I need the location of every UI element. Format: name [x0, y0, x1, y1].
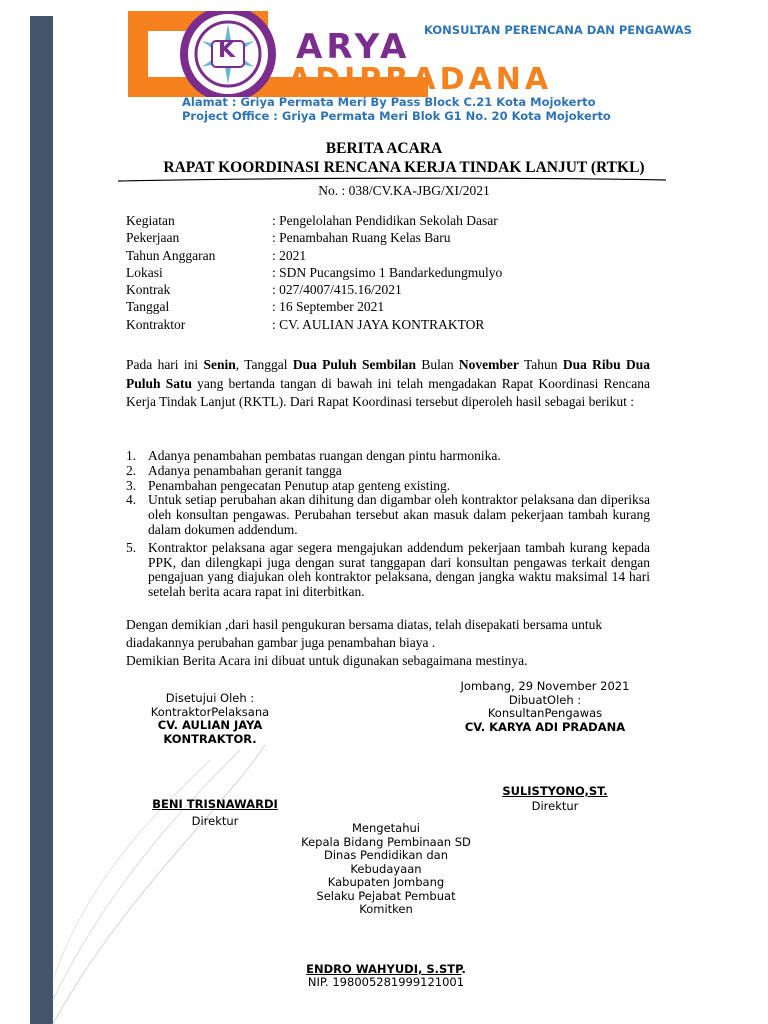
intro-day: Senin — [203, 357, 236, 372]
list-number: 1. — [126, 448, 137, 463]
detail-label: Tahun Anggaran — [126, 247, 216, 263]
logo-letter: K — [218, 38, 236, 63]
company-logo — [128, 11, 692, 97]
detail-label: Pekerjaan — [126, 230, 180, 246]
detail-label: Kontraktor — [126, 316, 186, 332]
detail-label: Kegiatan — [126, 213, 175, 228]
detail-value: : 2021 — [272, 247, 307, 263]
company-name: CV. AULIAN JAYA — [157, 718, 263, 732]
signatory-title-right: Direktur — [531, 799, 579, 813]
detail-value: : 16 September 2021 — [272, 299, 385, 315]
list-number: 5. — [126, 539, 137, 555]
intro-paragraph — [126, 356, 650, 412]
signatory-name: ENDRO WAHYUDI, S.STP — [306, 962, 462, 976]
detail-row-lokasi — [126, 264, 656, 281]
position-line: Dinas Pendidikan dan — [324, 848, 448, 862]
position-line: Kebudayaan — [350, 861, 422, 876]
list-item — [126, 541, 650, 600]
signature-center — [286, 822, 486, 917]
list-text: Adanya penambahan geranit tangga — [148, 462, 342, 478]
document-subtitle: RAPAT KOORDINASI RENCANA KERJA TINDAK LANJUT (RTKL) — [163, 159, 645, 176]
list-item — [126, 464, 650, 479]
position-line: Selaku Pejabat Pembuat — [316, 888, 456, 903]
list-number: 2. — [126, 462, 137, 478]
detail-value: : 027/4007/415.16/2021 — [272, 282, 402, 298]
intro-month: November — [458, 357, 519, 372]
detail-row-kegiatan — [126, 212, 656, 229]
detail-label: Lokasi — [126, 264, 163, 280]
list-text: Kontraktor pelaksana agar segera mengajukan addendum pekerjaan tambah kurang kepada PPK, dan dilengkapi juga dengan surat tanggapan dari konsultan pengawas terkait dengan pengajuan yang diajukan oleh kontraktor pelaksana, dengan jangka waktu maksimal 14 hari setelah berita acara rapat ini diterbitkan. — [148, 539, 650, 600]
intro-text: Pada hari ini — [126, 357, 204, 372]
signatory-name-right: SULISTYONO,ST. — [502, 784, 608, 798]
detail-value: : Penambahan Ruang Kelas Baru — [272, 230, 451, 246]
detail-row-tahun-anggaran — [126, 247, 656, 264]
list-item — [126, 493, 650, 537]
results-list — [126, 449, 650, 600]
list-text: Penambahan pengecatan Penutup atap genteng existing. — [148, 477, 451, 493]
list-item — [126, 479, 650, 494]
intro-text: Tahun — [518, 357, 563, 372]
detail-label: Kontrak — [126, 282, 171, 298]
list-number: 3. — [126, 477, 137, 493]
position-line: Komitken — [359, 902, 413, 916]
role-label: KonsultanPengawas — [487, 706, 603, 720]
list-number: 4. — [126, 492, 137, 508]
signatory-title-left: Direktur — [191, 814, 239, 828]
detail-value: : SDN Pucangsimo 1 Bandarkedungmulyo — [272, 264, 503, 280]
logo-name-line1: ARYA — [296, 27, 411, 67]
position-line: Kabupaten Jombang — [327, 875, 445, 889]
detail-value: : CV. AULIAN JAYA KONTRAKTOR — [272, 316, 485, 332]
intro-text: yang bertanda tangan di bawah ini telah mengadakan Rapat Koordinasi Rencana Kerja Tindak Lanjut (RKTL). Dari Rapat Koordinasi tersebut diperoleh hasil sebagai berikut : — [126, 375, 650, 409]
project-office-address: Project Office : Griya Permata Meri Blok G1 No. 20 Kota Mojokerto — [182, 109, 611, 123]
place-date: Jombang, 29 November 2021 — [460, 679, 630, 693]
approved-label: Disetujui Oleh : — [165, 691, 255, 705]
details-table — [126, 212, 656, 333]
signatory-name-left: BENI TRISNAWARDI — [152, 797, 278, 811]
name-suffix: . — [461, 962, 466, 976]
detail-value: : Pengelolahan Pendidikan Sekolah Dasar — [272, 213, 498, 228]
role-label: KontraktorPelaksana — [150, 704, 270, 719]
detail-label: Tanggal — [126, 299, 170, 315]
intro-text: , Tanggal — [235, 357, 293, 372]
logo-name-line2: ADIPRADANA — [288, 62, 553, 97]
detail-row-tanggal — [126, 298, 656, 315]
list-text: Untuk setiap perubahan akan dihitung dan digambar oleh kontraktor pelaksana dan diperiksa oleh konsultan pengawas. Perubahan tersebut akan masuk dalam pekerjaan tambah kurang dalam dokumen addendum. — [148, 492, 650, 537]
document-title: BERITA ACARA — [325, 140, 443, 157]
intro-date: Dua Puluh Sembilan — [292, 357, 416, 372]
company-name: KONTRAKTOR. — [163, 731, 257, 746]
detail-row-kontrak — [126, 281, 656, 298]
detail-row-pekerjaan — [126, 229, 656, 246]
signature-left — [130, 692, 290, 746]
signature-right — [450, 680, 640, 734]
signatory-nip: NIP. 198005281999121001 — [307, 975, 465, 989]
company-name: CV. KARYA ADI PRADANA — [464, 719, 626, 734]
list-text: Adanya penambahan pembatas ruangan dengan pintu harmonika. — [148, 448, 501, 463]
document-number: No. : 038/CV.KA-JBG/XI/2021 — [318, 183, 490, 198]
intro-text: Bulan — [416, 357, 459, 372]
intro-year: Dua Ribu Dua Puluh Satu — [126, 357, 651, 391]
consultant-type: KONSULTAN PERENCANA DAN PENGAWAS — [424, 23, 692, 37]
acknowledged-label: Mengetahui — [352, 821, 420, 835]
detail-row-kontraktor — [126, 316, 656, 333]
position-line: Kepala Bidang Pembinaan SD — [301, 834, 471, 849]
made-by-label: DibuatOleh : — [508, 692, 582, 707]
closing-statement: Demikian Berita Acara ini dibuat untuk digunakan sebagaimana mestinya. — [126, 653, 528, 668]
closing-paragraph: Dengan demikian ,dari hasil pengukuran bersama diatas, telah disepakati bersama untuk diadakannya perubahan gambar juga penambahan biaya . — [126, 617, 603, 650]
list-item — [126, 449, 650, 464]
company-address: Alamat : Griya Permata Meri By Pass Block C.21 Kota Mojokerto — [182, 95, 596, 109]
